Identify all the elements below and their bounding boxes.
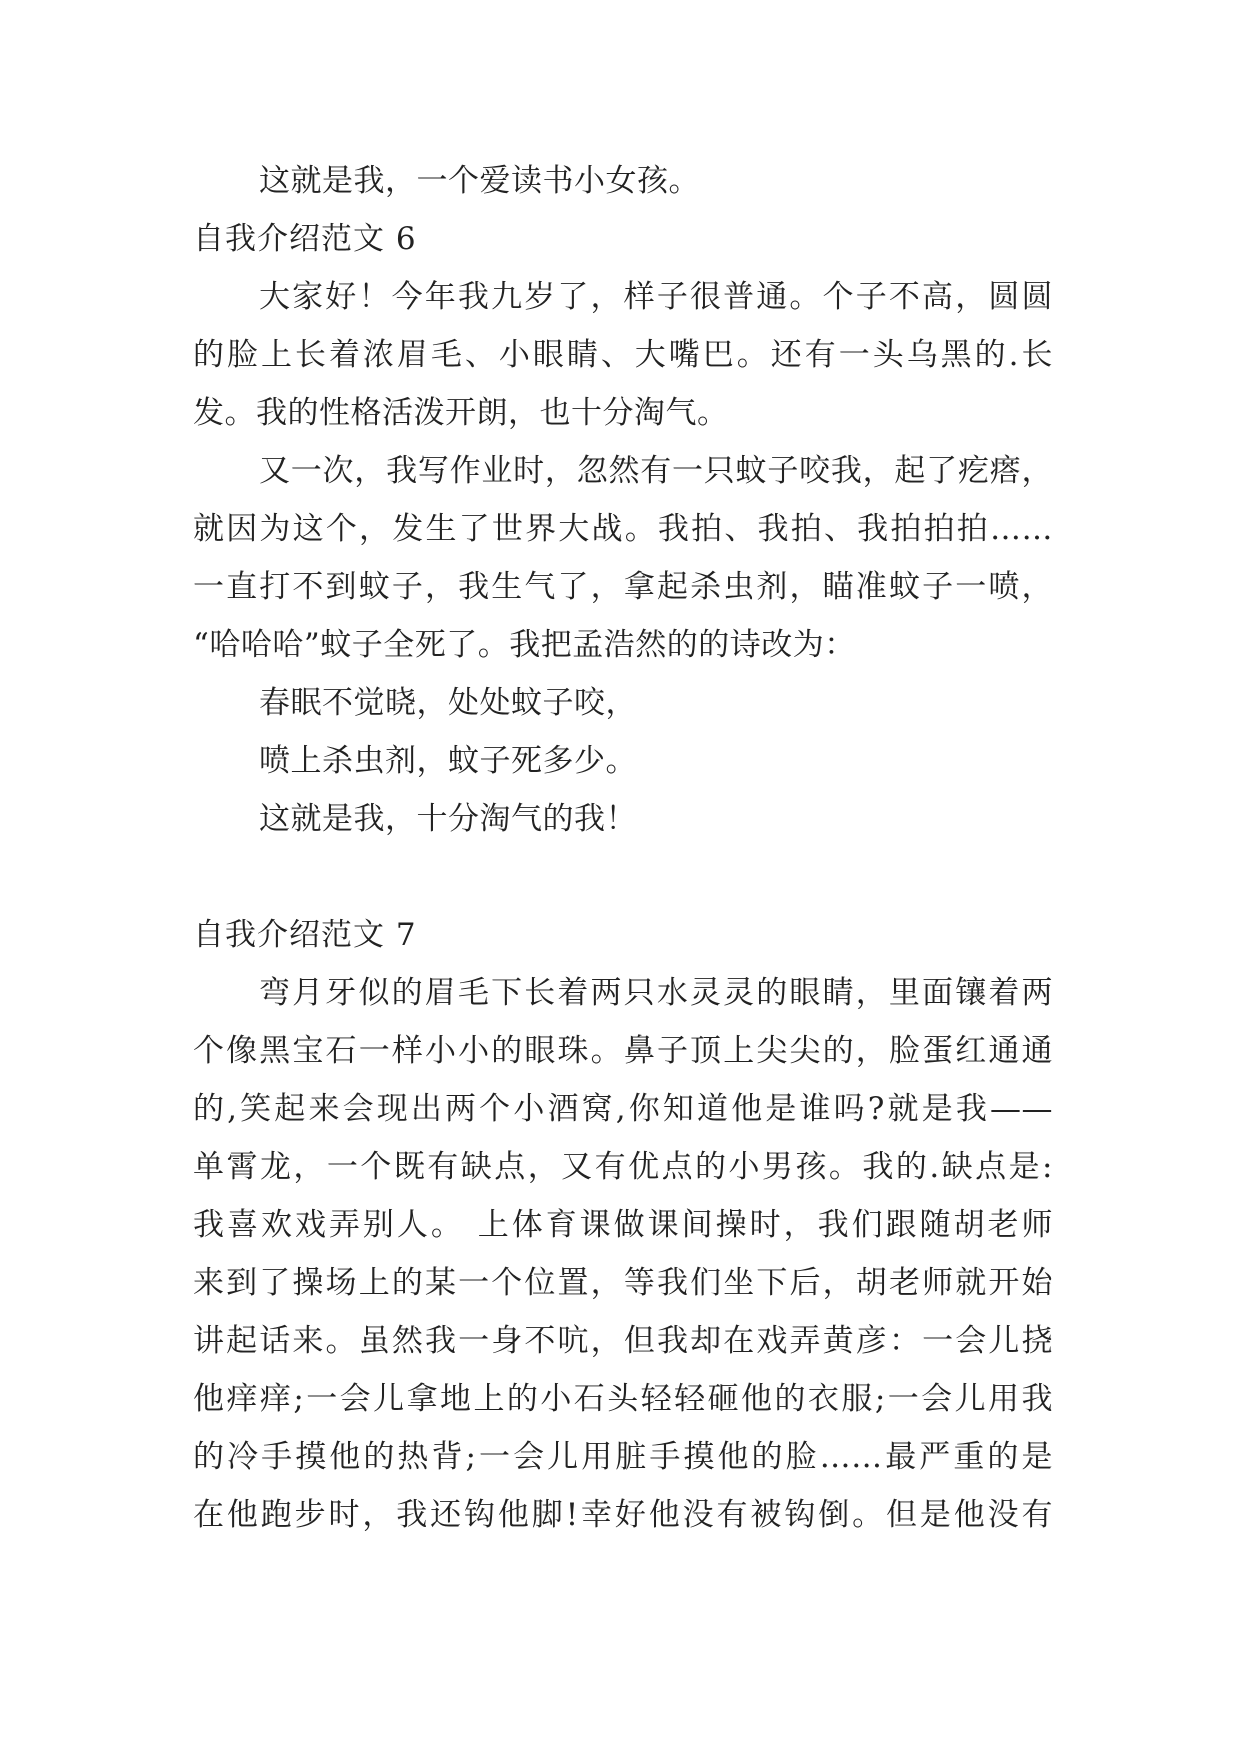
document-page <box>193 152 1053 1544</box>
paragraph-line: 大家好！今年我九岁了，样子很普通。个子不高，圆圆 <box>259 279 1053 315</box>
paragraph-line: 单霄龙，一个既有缺点，又有优点的小男孩。我的.缺点是: <box>193 1149 1053 1185</box>
blank-line <box>193 848 1053 906</box>
paragraph-line: 一直打不到蚊子，我生气了，拿起杀虫剂，瞄准蚊子一喷， <box>193 569 1053 605</box>
paragraph-line: 在他跑步时，我还钩他脚!幸好他没有被钩倒。但是他没有 <box>193 1497 1053 1533</box>
paragraph-line: 讲起话来。虽然我一身不吭，但我却在戏弄黄彦：一会儿挠 <box>193 1323 1053 1359</box>
paragraph-line: 个像黑宝石一样小小的眼珠。鼻子顶上尖尖的，脸蛋红通通 <box>193 1033 1053 1069</box>
section-heading-6: 自我介绍范文 6 <box>193 221 417 257</box>
paragraph-line: 的脸上长着浓眉毛、小眼睛、大嘴巴。还有一头乌黑的.长 <box>193 337 1053 373</box>
paragraph-line: 发。我的性格活泼开朗，也十分淘气。 <box>193 395 729 431</box>
paragraph-line: 这就是我，一个爱读书小女孩。 <box>259 163 700 199</box>
paragraph-line: 他痒痒;一会儿拿地上的小石头轻轻砸他的衣服;一会儿用我 <box>193 1381 1053 1417</box>
poem-line: 春眠不觉晓，处处蚊子咬， <box>259 685 637 721</box>
paragraph-line: 这就是我，十分淘气的我！ <box>259 801 637 837</box>
paragraph-line: 弯月牙似的眉毛下长着两只水灵灵的眼睛，里面镶着两 <box>259 975 1053 1011</box>
section-heading-7: 自我介绍范文 7 <box>193 917 417 953</box>
paragraph-line: 就因为这个，发生了世界大战。我拍、我拍、我拍拍拍…… <box>193 511 1053 547</box>
paragraph-line: “哈哈哈”蚊子全死了。我把孟浩然的的诗改为： <box>193 627 856 663</box>
paragraph-line: 来到了操场上的某一个位置，等我们坐下后，胡老师就开始 <box>193 1265 1053 1301</box>
poem-line: 喷上杀虫剂，蚊子死多少。 <box>259 743 637 779</box>
paragraph-line: 的冷手摸他的热背;一会儿用脏手摸他的脸……最严重的是 <box>193 1439 1053 1475</box>
paragraph-line: 的,笑起来会现出两个小酒窝,你知道他是谁吗?就是我—— <box>193 1091 1053 1127</box>
paragraph-line: 我喜欢戏弄别人。 上体育课做课间操时，我们跟随胡老师 <box>193 1207 1053 1243</box>
paragraph-line: 又一次，我写作业时，忽然有一只蚊子咬我，起了疙瘩， <box>259 453 1053 489</box>
